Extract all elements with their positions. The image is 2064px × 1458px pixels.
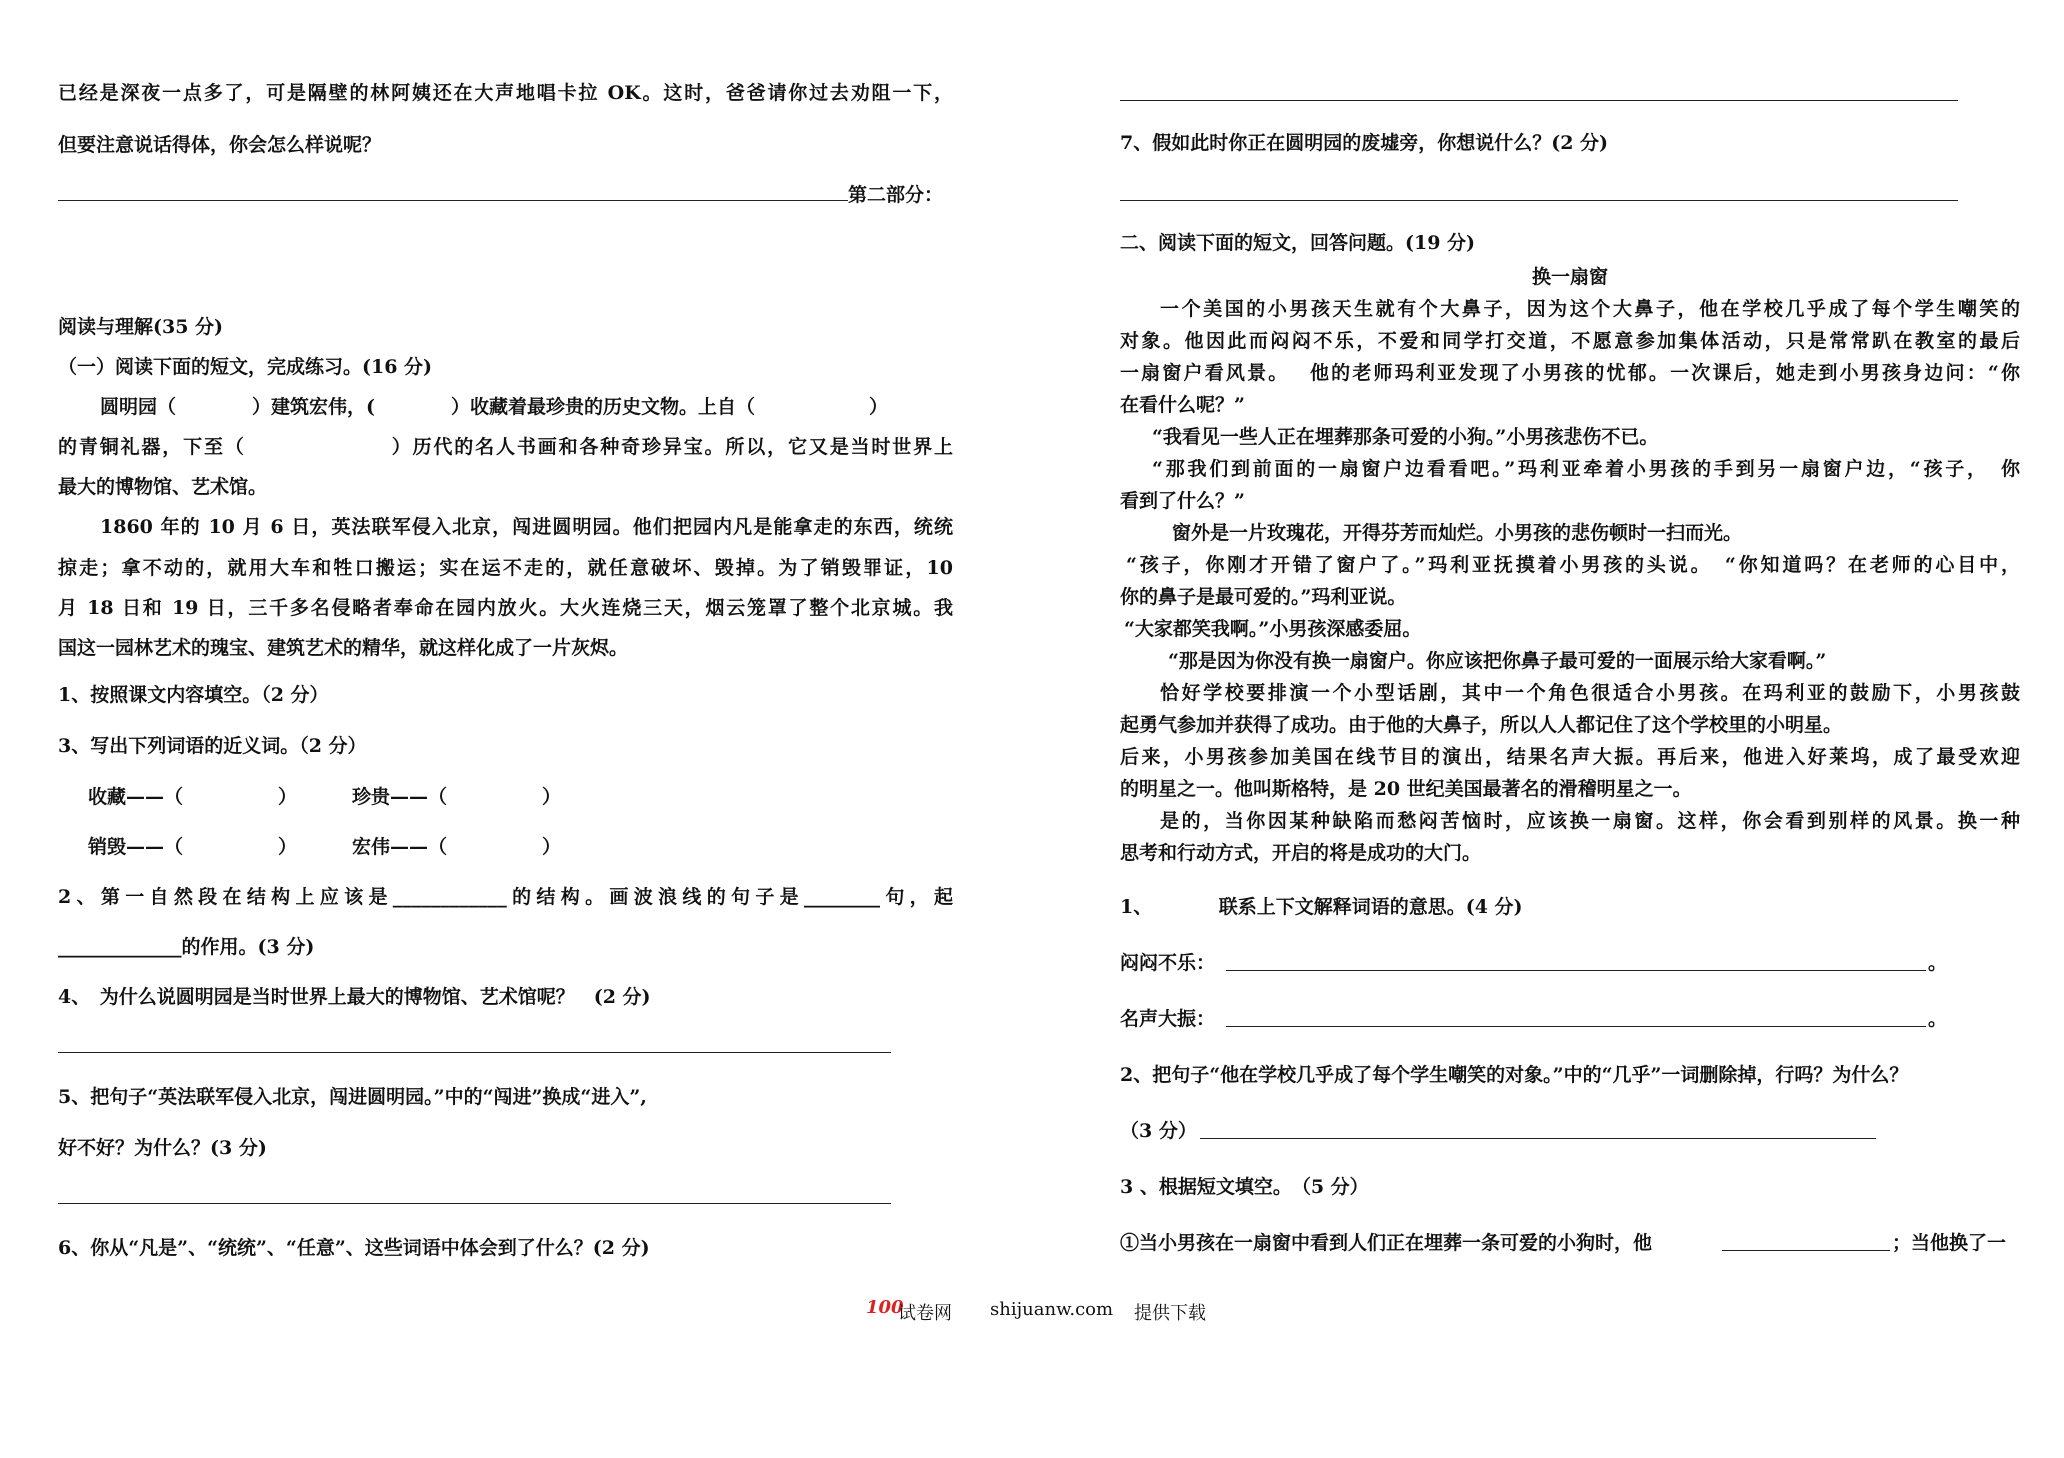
passage2-line: 1860 年的 10 月 6 日，英法联军侵入北京，闯进圆明园。他们把园内凡是能拿走的东西，统统 bbox=[100, 516, 953, 538]
story-line: “那我们到前面的一扇窗户边看看吧。”玛利亚牵着小男孩的手到另一扇窗户边，“孩子， 你 bbox=[1152, 458, 2020, 480]
answer-line bbox=[1226, 970, 1926, 971]
synonym-item: 珍贵——（ ） bbox=[352, 786, 562, 808]
question-4: 4、 为什么说圆明园是当时世界上最大的博物馆、艺术馆呢？ (2 分) bbox=[58, 986, 651, 1008]
question-7: 7、假如此时你正在圆明园的废墟旁，你想说什么？(2 分) bbox=[1120, 132, 1609, 154]
story-line: 恰好学校要排演一个小型话剧，其中一个角色很适合小男孩。在玛利亚的鼓励下，小男孩鼓 bbox=[1160, 682, 2020, 704]
story-line: 起勇气参加并获得了成功。由于他的大鼻子，所以人人都记住了这个学校里的小明星。 bbox=[1120, 714, 1843, 736]
story-line: 看到了什么？” bbox=[1120, 490, 1245, 512]
answer-line bbox=[58, 1203, 891, 1204]
story-line: 对象。他因此而闷闷不乐，不爱和同学打交道，不愿意参加集体活动，只是常常趴在教室的最后 bbox=[1120, 330, 2020, 352]
passage1-line: 圆明园（ ）建筑宏伟，( ）收藏着最珍贵的历史文物。上自（ ） bbox=[100, 396, 888, 418]
passage2-line: 掠走；拿不动的，就用大车和牲口搬运；实在运不走的，就任意破坏、毁掉。为了销毁罪证，10 bbox=[58, 557, 953, 579]
answer-line bbox=[58, 1052, 891, 1053]
story-line: 一扇窗户看风景。 他的老师玛利亚发现了小男孩的忧郁。一次课后，她走到小男孩身边问：“你 bbox=[1120, 362, 2020, 384]
question-3: 3、写出下列词语的近义词。（2 分） bbox=[58, 735, 367, 757]
answer-line bbox=[1226, 1026, 1926, 1027]
story-line: 在看什么呢？” bbox=[1120, 394, 1245, 416]
reading-section-title: 阅读与理解(35 分) bbox=[58, 316, 224, 338]
section-one-title: （一）阅读下面的短文，完成练习。(16 分) bbox=[58, 356, 433, 378]
answer-line bbox=[1120, 100, 1958, 101]
question-6: 6、你从“凡是”、“统统”、“任意”、这些词语中体会到了什么？(2 分) bbox=[58, 1237, 650, 1259]
question-5-line: 好不好？为什么？(3 分) bbox=[58, 1137, 267, 1159]
footer-brand: 试卷网 bbox=[898, 1303, 952, 1324]
question-5-line: 5、把句子“英法联军侵入北京，闯进圆明园。”中的“闯进”换成“进入”, bbox=[58, 1086, 647, 1108]
answer-line bbox=[1200, 1138, 1876, 1139]
synonym-item: 销毁——（ ） bbox=[88, 836, 298, 858]
question-2-line: _____________的作用。(3 分) bbox=[58, 936, 315, 958]
score-label: （3 分） bbox=[1120, 1120, 1197, 1142]
period-mark: 。 bbox=[1928, 1008, 1948, 1030]
story-line: “那是因为你没有换一扇窗户。你应该把你鼻子最可爱的一面展示给大家看啊。” bbox=[1168, 650, 1827, 672]
story-line: “大家都笑我啊。”小男孩深感委屈。 bbox=[1124, 618, 1422, 640]
fill-sentence-part: ①当小男孩在一扇窗中看到人们正在埋葬一条可爱的小狗时，他 bbox=[1120, 1232, 1653, 1254]
footer-site[interactable]: shijuanw.com bbox=[990, 1299, 1114, 1320]
answer-line bbox=[58, 200, 848, 201]
fill-sentence-part: ；当他换了一 bbox=[1892, 1232, 2007, 1254]
reading-question-1: 1、 联系上下文解释词语的意思。(4 分) bbox=[1120, 896, 1523, 918]
period-mark: 。 bbox=[1928, 952, 1948, 974]
scenario-line-2: 但要注意说话得体，你会怎么样说呢？ bbox=[58, 134, 382, 156]
term-label: 名声大振： bbox=[1120, 1008, 1216, 1030]
footer-logo: 100 bbox=[866, 1297, 904, 1318]
story-line: 一个美国的小男孩天生就有个大鼻子，因为这个大鼻子，他在学校几乎成了每个学生嘲笑的 bbox=[1160, 298, 2020, 320]
story-line: 是的，当你因某种缺陷而愁闷苦恼时，应该换一扇窗。这样，你会看到别样的风景。换一种 bbox=[1160, 810, 2020, 832]
question-1: 1、按照课文内容填空。（2 分） bbox=[58, 684, 329, 706]
question-2-line: 2、第一自然段在结构上应该是____________的结构。画波浪线的句子是________句，起 bbox=[58, 886, 953, 908]
part-two-label: 第二部分： bbox=[848, 184, 944, 206]
section-two-title: 二、阅读下面的短文，回答问题。(19 分) bbox=[1120, 232, 1476, 254]
story-title: 换一扇窗 bbox=[1531, 266, 1608, 288]
reading-question-3: 3 、根据短文填空。 （5 分） bbox=[1120, 1176, 1369, 1198]
passage1-line: 最大的博物馆、艺术馆。 bbox=[58, 476, 268, 498]
passage2-line: 国这一园林艺术的瑰宝、建筑艺术的精华，就这样化成了一片灰烬。 bbox=[58, 637, 629, 659]
story-line: 思考和行动方式，开启的将是成功的大门。 bbox=[1120, 842, 1482, 864]
story-line: “孩子，你刚才开错了窗户了。”玛利亚抚摸着小男孩的头说。 “你知道吗？在老师的心目中， bbox=[1126, 554, 2020, 576]
term-label: 闷闷不乐： bbox=[1120, 952, 1216, 974]
footer-note: 提供下载 bbox=[1134, 1303, 1206, 1324]
story-line: “我看见一些人正在埋葬那条可爱的小狗。”小男孩悲伤不已。 bbox=[1152, 426, 1659, 448]
story-line: 的明星之一。他叫斯格特，是 20 世纪美国最著名的滑稽明星之一。 bbox=[1120, 778, 1692, 800]
passage2-line: 月 18 日和 19 日，三千多名侵略者奉命在园内放火。大火连烧三天，烟云笼罩了整个北京城。我 bbox=[58, 597, 953, 619]
synonym-item: 收藏——（ ） bbox=[88, 786, 298, 808]
story-line: 你的鼻子是最可爱的。”玛利亚说。 bbox=[1120, 586, 1407, 608]
passage1-line: 的青铜礼器，下至（ ）历代的名人书画和各种奇珍异宝。所以，它又是当时世界上 bbox=[58, 436, 953, 458]
story-line: 后来，小男孩参加美国在线节目的演出，结果名声大振。再后来，他进入好莱坞，成了最受欢迎 bbox=[1120, 746, 2020, 768]
story-line: 窗外是一片玫瑰花，开得芬芳而灿烂。小男孩的悲伤顿时一扫而光。 bbox=[1172, 522, 1743, 544]
scenario-line-1: 已经是深夜一点多了，可是隔壁的林阿姨还在大声地唱卡拉 OK。这时，爸爸请你过去劝阻一下， bbox=[58, 82, 953, 104]
answer-blank bbox=[1722, 1250, 1890, 1251]
synonym-item: 宏伟——（ ） bbox=[352, 836, 562, 858]
answer-line bbox=[1120, 200, 1958, 201]
reading-question-2: 2、把句子“他在学校几乎成了每个学生嘲笑的对象。”中的“几乎”一词删除掉，行吗？为什么？ bbox=[1120, 1064, 1909, 1086]
